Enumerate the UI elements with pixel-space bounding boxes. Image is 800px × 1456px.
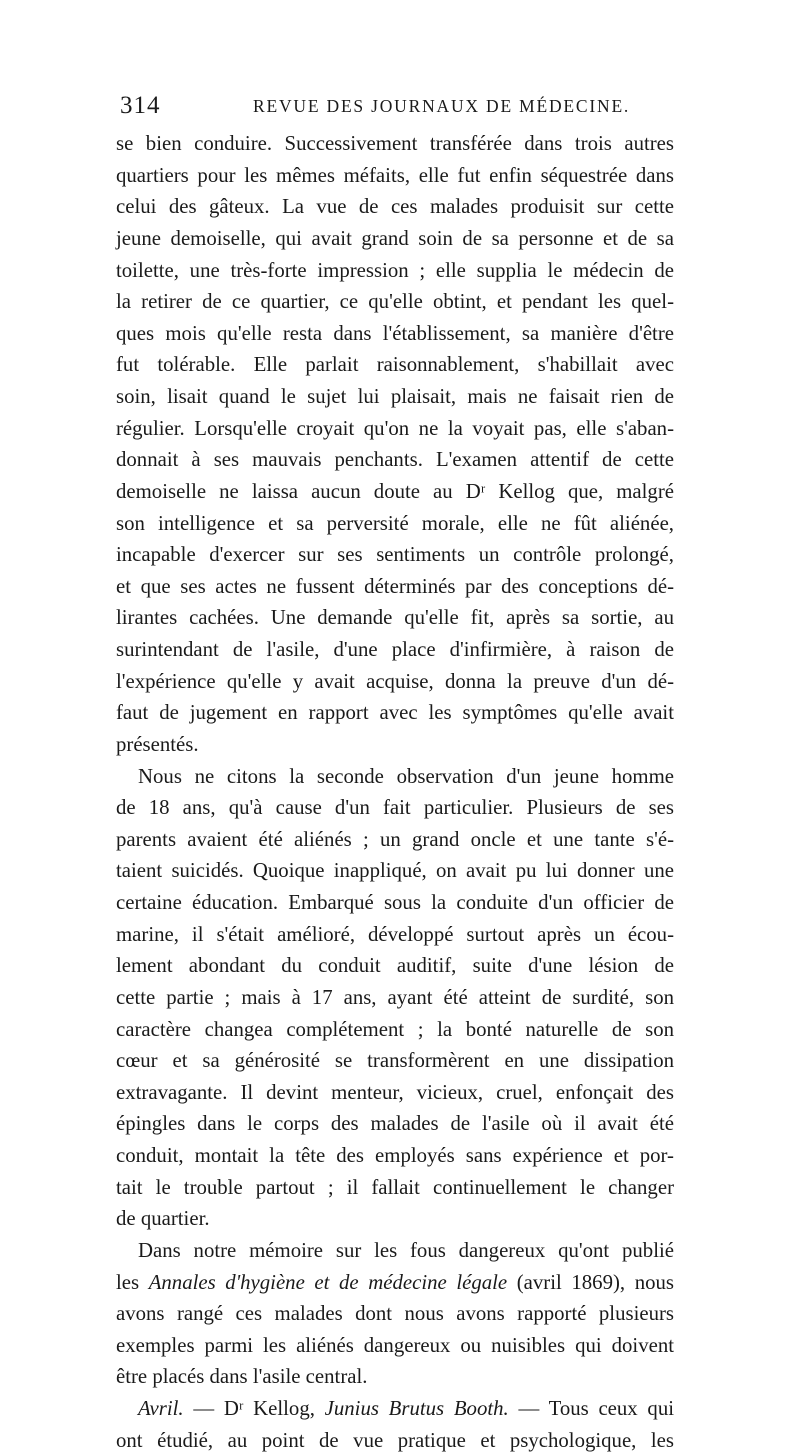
text-line: toilette, une très-forte impression ; elle supplia le médecin de [116, 258, 674, 282]
text-line: épingles dans le corps des malades de l'asile où il avait été [116, 1112, 674, 1136]
text-line: taient suicidés. Quoique inappliqué, on avait pu lui donner une [116, 859, 674, 883]
text-line: donnait à ses mauvais penchants. L'examen attentif de cette [116, 448, 674, 472]
text-line: surintendant de l'asile, d'une place d'infirmière, à raison de [116, 638, 674, 661]
text-line: présentés. [116, 732, 199, 756]
text-segment: les [116, 1270, 140, 1294]
case-name: Junius Brutus Booth. [324, 1397, 509, 1420]
text-line: ques mois qu'elle resta dans l'établissement, sa manière d'être [116, 321, 674, 345]
text-line: avons rangé ces malades dont nous avons rapporté plusieurs [116, 1302, 674, 1326]
text-line: faut de jugement en rapport avec les symptômes qu'elle avait [116, 701, 674, 725]
text-line: Dans notre mémoire sur les fous dangereux qu'ont publié [138, 1238, 674, 1262]
journal-title: Annales d'hygiène et de médecine légale [148, 1270, 508, 1294]
text-line: caractère changea complétement ; la bonté naturelle de son [116, 1017, 674, 1041]
text-line: de 18 ans, qu'à cause d'un fait particulier. Plusieurs de ses [116, 796, 674, 820]
text-line: marine, il s'était amélioré, développé surtout après un écou- [116, 922, 674, 946]
text-line: fut tolérable. Elle parlait raisonnablement, s'habillait avec [116, 353, 674, 377]
text-line: soin, lisait quand le sujet lui plaisait, mais ne faisait rien de [116, 385, 674, 408]
text-line: certaine éducation. Embarqué sous la conduite d'un officier de [116, 891, 674, 914]
text-line-with-italic [116, 1393, 674, 1425]
text-line: celui des gâteux. La vue de ces malades produisit sur cette [116, 195, 674, 219]
running-title: REVUE DES JOURNAUX DE MÉDECINE. [253, 96, 631, 116]
text-line: incapable d'exercer sur ses sentiments un contrôle prolongé, [116, 543, 674, 567]
month-heading: Avril. [138, 1397, 184, 1420]
text-line: régulier. Lorsqu'elle croyait qu'on ne la voyait pas, elle s'aban- [116, 416, 674, 440]
text-line: se bien conduire. Successivement transférée dans trois autres [116, 132, 674, 155]
text-line: cette partie ; mais à 17 ans, ayant été atteint de surdité, son [116, 985, 674, 1009]
text-segment: (avril 1869), nous [516, 1270, 674, 1294]
text-line: cœur et sa générosité se transformèrent en une dissipation [116, 1049, 674, 1073]
text-line: exemples parmi les aliénés dangereux ou nuisibles qui doivent [116, 1333, 674, 1357]
text-line: demoiselle ne laissa aucun doute au Dʳ Kellog que, malgré [116, 479, 674, 503]
text-line-with-italic [116, 1267, 674, 1299]
text-line: lement abondant du conduit auditif, suite d'une lésion de [116, 954, 674, 978]
text-line: ont étudié, au point de vue pratique et psychologique, les [116, 1428, 674, 1452]
text-line: la retirer de ce quartier, ce qu'elle obtint, et pendant les quel- [116, 290, 674, 314]
text-line: tait le trouble partout ; il fallait continuellement le changer [116, 1175, 674, 1199]
body-text [116, 128, 674, 1456]
text-line: extravagante. Il devint menteur, vicieux, cruel, enfonçait des [116, 1080, 674, 1104]
text-line: et que ses actes ne fussent déterminés par des conceptions dé- [116, 574, 674, 598]
text-line: être placés dans l'asile central. [116, 1365, 368, 1389]
text-line: Nous ne citons la seconde observation d'un jeune homme [138, 764, 674, 788]
text-line: quartiers pour les mêmes méfaits, elle fut enfin séquestrée dans [116, 163, 674, 187]
text-line: son intelligence et sa perversité morale, elle ne fût aliénée, [116, 511, 674, 535]
text-line: lirantes cachées. Une demande qu'elle fit, après sa sortie, au [116, 606, 674, 630]
text-line: de quartier. [116, 1207, 210, 1231]
text-line: jeune demoiselle, qui avait grand soin de sa personne et de sa [116, 226, 674, 250]
text-line: l'expérience qu'elle y avait acquise, donna la preuve d'un dé- [116, 669, 674, 693]
text-line: parents avaient été aliénés ; un grand oncle et une tante s'é- [116, 827, 674, 851]
text-segment: — Tous ceux qui [518, 1397, 674, 1420]
page-number: 314 [120, 92, 161, 119]
page-header [120, 92, 675, 122]
text-line: conduit, montait la tête des employés sans expérience et por- [116, 1144, 674, 1167]
text-segment: — Dʳ Kellog, [193, 1397, 315, 1420]
